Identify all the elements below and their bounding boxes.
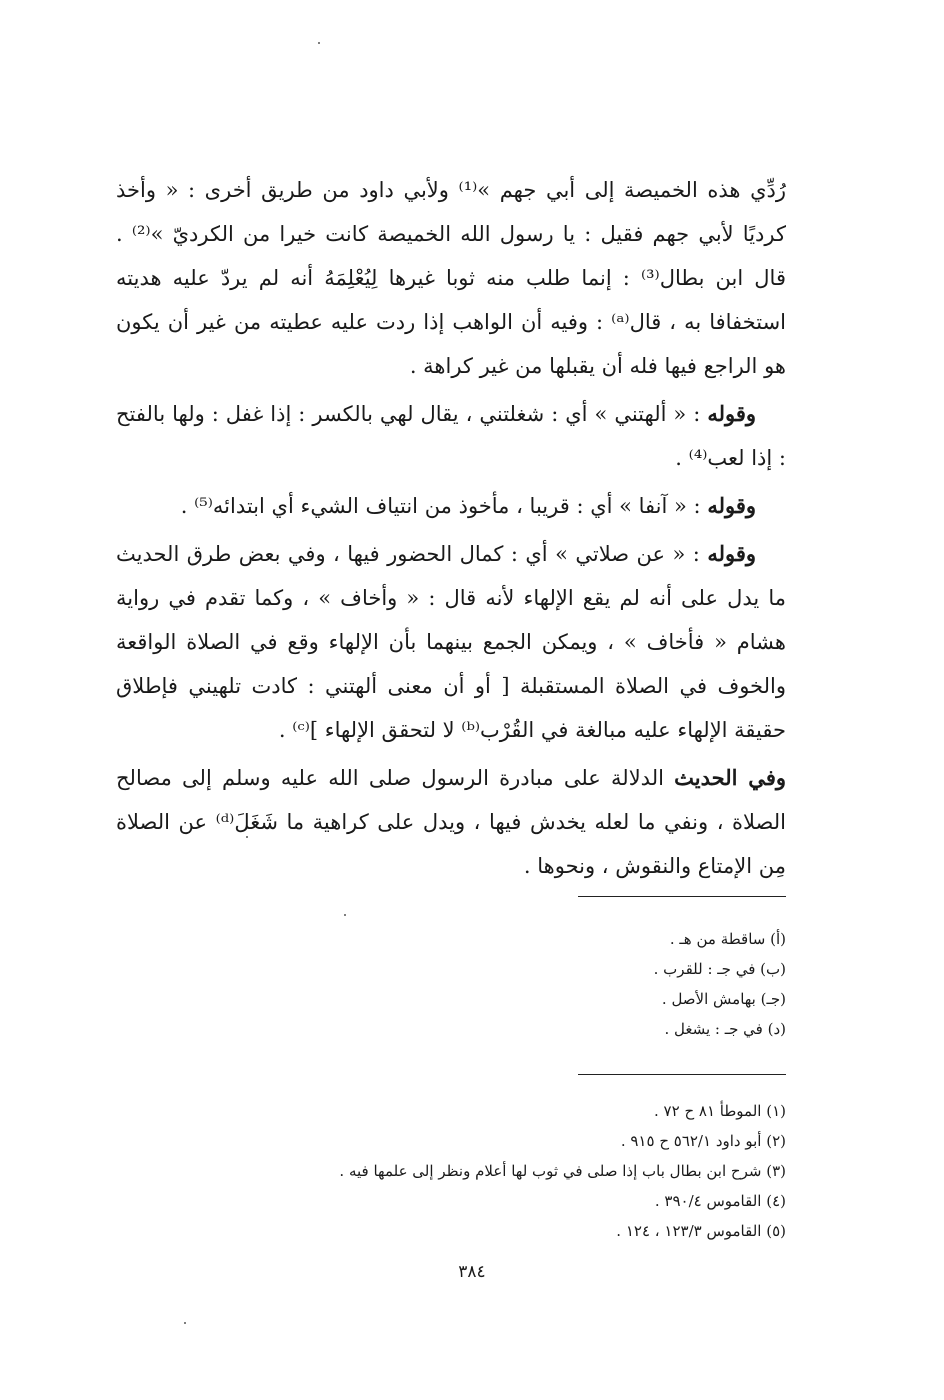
numbered-note: (٤) القاموس ٣٩٠/٤ . bbox=[654, 1192, 786, 1210]
paragraph-5-lead: وفي الحديث bbox=[674, 765, 786, 790]
paragraph-1 bbox=[116, 168, 786, 388]
letter-note: (د) في جـ : يشغل . bbox=[664, 1020, 786, 1038]
numbered-note: (٣) شرح ابن بطال باب إذا صلى في ثوب لها أعلام ونظر إلى علمها فيه . bbox=[339, 1162, 786, 1180]
paragraph-3 bbox=[116, 484, 786, 528]
scan-speck bbox=[344, 914, 346, 916]
paragraph-4 bbox=[116, 532, 786, 752]
paragraph-2-lead: وقوله bbox=[707, 401, 756, 426]
paragraph-5 bbox=[116, 756, 786, 888]
numbered-footnotes bbox=[146, 1096, 786, 1246]
paragraph-2 bbox=[116, 392, 786, 480]
scan-speck bbox=[184, 1322, 186, 1324]
letter-note: (أ) ساقطة من هـ . bbox=[669, 930, 786, 948]
paragraph-4-lead: وقوله bbox=[707, 541, 756, 566]
letter-note: (جـ) بهامش الأصل . bbox=[661, 990, 786, 1008]
letter-note: (ب) في جـ : للقرب . bbox=[653, 960, 786, 978]
main-text bbox=[116, 168, 786, 892]
numbered-note: (٥) القاموس ١٢٣/٣ ، ١٢٤ . bbox=[616, 1222, 786, 1240]
numbered-note: (١) الموطأ ٨١ ح ٧٢ . bbox=[654, 1102, 786, 1120]
paragraph-5-text: الدلالة على مبادرة الرسول صلى الله عليه وسلم إلى مصالح الصلاة ، ونفي ما لعله يخدش فيها ، ويدل على كراهية ما شَغَلَ⁽ᵈ⁾ عن الصلاة مِن الإمتاع والنقوش ، ونحوها . bbox=[116, 766, 786, 878]
page-number: ٣٨٤ bbox=[458, 1262, 486, 1282]
scan-speck bbox=[246, 836, 248, 838]
scan-speck bbox=[318, 42, 320, 44]
numbered-note: (٢) أبو داود ٥٦٢/١ ح ٩١٥ . bbox=[620, 1132, 786, 1150]
letter-footnotes bbox=[146, 924, 786, 1044]
footnote-divider-numbers bbox=[578, 1074, 786, 1075]
paragraph-3-text: : « آنفا » أي : قريبا ، مأخوذ من انتياف الشيء أي ابتدائه⁽⁵⁾ . bbox=[180, 494, 708, 518]
paragraph-3-lead: وقوله bbox=[707, 493, 756, 518]
paragraph-1-text: رُدِّي هذه الخميصة إلى أبي جهم »⁽¹⁾ ولأبي داود من طريق أخرى : « وأخذ كرديًا لأبي جهم فقيل : يا رسول الله الخميصة كانت خيرا من الكرديّ »⁽²⁾ . قال ابن بطال⁽³⁾ : إنما طلب منه ثوبا غيرها لِيُعْلِمَهُ أنه لم يردّ عليه هديته استخفافا به ، قال⁽ᵃ⁾ : وفيه أن الواهب إذا ردت عليه عطيته من غير أن يكون هو الراجع فيها فله أن يقبلها من غير كراهة . bbox=[116, 178, 787, 378]
paragraph-4-text: : « عن صلاتي » أي : كمال الحضور فيها ، وفي بعض طرق الحديث ما يدل على أنه لم يقع الإلهاء لأنه قال : « وأخاف » ، وكما تقدم في رواية هشام « فأخاف » ، ويمكن الجمع بينهما بأن الإلهاء وقع في الصلاة الواقعة والخوف في الصلاة المستقبلة [ أو أن معنى ألهتني : كادت تلهيني فإطلاق حقيقة الإلهاء عليه مبالغة في القُرْب⁽ᵇ⁾ لا لتحقق الإلهاء ]⁽ᶜ⁾ . bbox=[116, 542, 786, 742]
footnote-divider-letters bbox=[578, 896, 786, 897]
paragraph-2-text: : « ألهتني » أي : شغلتني ، يقال لهي بالكسر : إذا غفل : ولها بالفتح : إذا لعب⁽⁴⁾ . bbox=[116, 402, 786, 470]
